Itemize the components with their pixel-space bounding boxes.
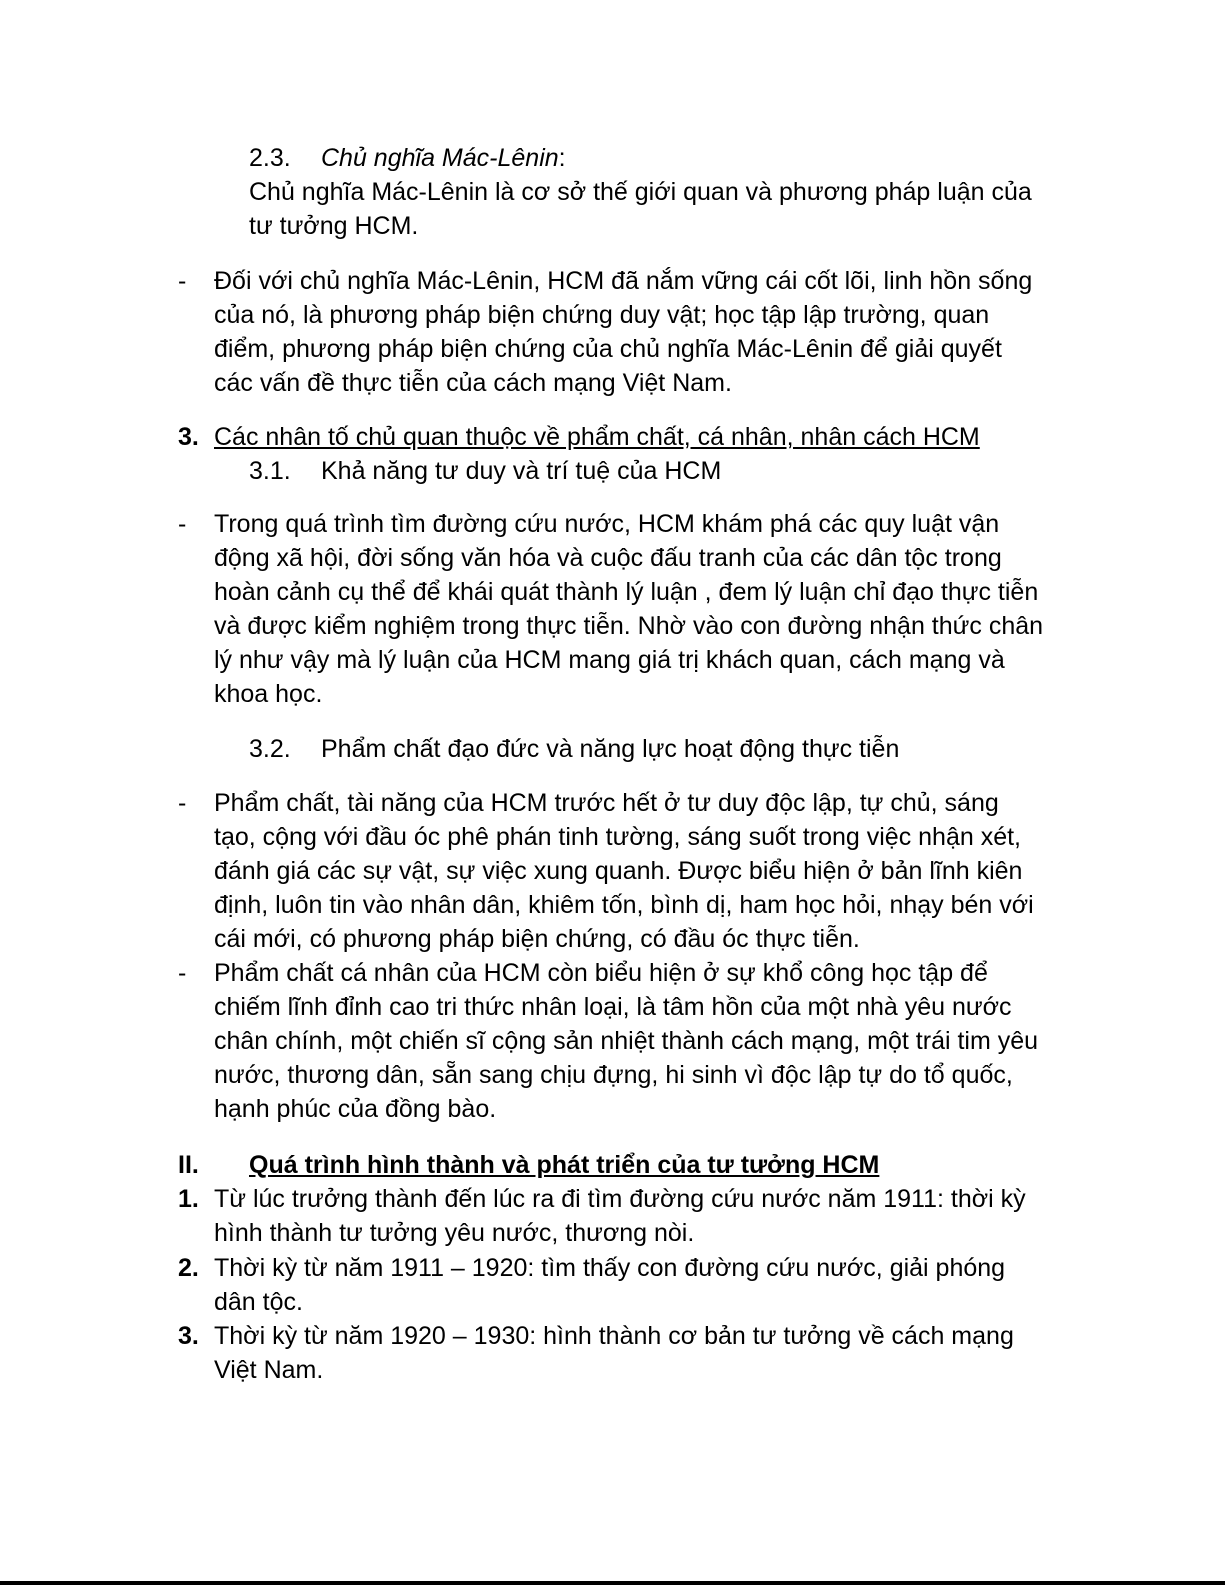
section-2-3-body-line: tư tưởng HCM. — [249, 212, 419, 240]
bullet-2-text — [214, 507, 1043, 711]
bullet-dash: - — [178, 789, 187, 817]
numbered-item-1-text — [214, 1182, 1026, 1250]
bullet-3-line: đánh giá các sự vật, sự việc xung quanh. Được biểu hiện ở bản lĩnh kiên — [214, 857, 1023, 885]
numbered-item-line: dân tộc. — [214, 1288, 303, 1316]
numbered-item-3-text — [214, 1319, 1014, 1387]
numbered-item-line: hình thành tư tưởng yêu nước, thương nòi. — [214, 1219, 695, 1247]
bullet-dash: - — [178, 510, 187, 538]
heading-II-title: Quá trình hình thành và phát triển của tư tưởng HCM — [249, 1151, 880, 1179]
bullet-3-line: cái mới, có phương pháp biện chứng, có đầu óc thực tiễn. — [214, 925, 860, 953]
heading-3-title: Các nhân tố chủ quan thuộc về phẩm chất, cá nhân, nhân cách HCM — [214, 423, 980, 451]
bullet-4-text — [214, 956, 1038, 1126]
numbered-item-line: Thời kỳ từ năm 1911 – 1920: tìm thấy con đường cứu nước, giải phóng — [214, 1254, 1006, 1282]
bullet-2-line: động xã hội, đời sống văn hóa và cuộc đấu tranh của các dân tộc trong — [214, 544, 1002, 572]
section-3-2-number: 3.2. — [249, 735, 291, 763]
bullet-1-line: của nó, là phương pháp biện chứng duy vật; học tập lập trường, quan — [214, 301, 990, 329]
bullet-2-line: khoa học. — [214, 680, 323, 708]
bullet-2-line: và được kiểm nghiệm trong thực tiễn. Nhờ vào con đường nhận thức chân — [214, 612, 1044, 640]
bullet-3-line: định, luôn tin vào nhân dân, khiêm tốn, bình dị, ham học hỏi, nhạy bén với — [214, 891, 1034, 919]
section-2-3-heading — [321, 141, 566, 175]
numbered-item-line: Việt Nam. — [214, 1356, 324, 1384]
bullet-3-text — [214, 786, 1034, 956]
section-3-2-title: Phẩm chất đạo đức và năng lực hoạt động thực tiễn — [321, 735, 900, 763]
heading-II-number: II. — [178, 1151, 199, 1179]
bullet-1-line: Đối với chủ nghĩa Mác-Lênin, HCM đã nắm vững cái cốt lõi, linh hồn sống — [214, 267, 1033, 295]
section-3-1-title: Khả năng tư duy và trí tuệ của HCM — [321, 457, 722, 485]
bullet-3-line: tạo, cộng với đầu óc phê phán tinh tường, sáng suốt trong việc nhận xét, — [214, 823, 1021, 851]
bullet-4-line: chân chính, một chiến sĩ cộng sản nhiệt thành cách mạng, một trái tim yêu — [214, 1027, 1039, 1055]
numbered-item-3-number: 3. — [178, 1322, 199, 1350]
section-2-3-number: 2.3. — [249, 144, 291, 172]
bullet-dash: - — [178, 959, 187, 987]
section-2-3-title: Chủ nghĩa Mác-Lênin — [321, 144, 559, 172]
bullet-3-line: Phẩm chất, tài năng của HCM trước hết ở tư duy độc lập, tự chủ, sáng — [214, 789, 999, 817]
bullet-4-line: Phẩm chất cá nhân của HCM còn biểu hiện ở sự khổ công học tập để — [214, 959, 988, 987]
numbered-item-2-text — [214, 1251, 1005, 1319]
bullet-1-text — [214, 264, 1032, 400]
section-2-3-body — [249, 175, 1032, 243]
bullet-1-line: điểm, phương pháp biện chứng của chủ nghĩa Mác-Lênin để giải quyết — [214, 335, 1002, 363]
numbered-item-1-number: 1. — [178, 1185, 199, 1213]
bullet-1-line: các vấn đề thực tiễn của cách mạng Việt Nam. — [214, 369, 732, 397]
section-3-1-number: 3.1. — [249, 457, 291, 485]
heading-3-number: 3. — [178, 423, 199, 451]
bullet-4-line: hạnh phúc của đồng bào. — [214, 1095, 497, 1123]
numbered-item-2-number: 2. — [178, 1254, 199, 1282]
numbered-item-line: Thời kỳ từ năm 1920 – 1930: hình thành cơ bản tư tưởng về cách mạng — [214, 1322, 1014, 1350]
page-bottom-edge — [0, 1581, 1225, 1585]
bullet-4-line: nước, thương dân, sẵn sang chịu đựng, hi sinh vì độc lập tự do tổ quốc, — [214, 1061, 1013, 1089]
numbered-item-line: Từ lúc trưởng thành đến lúc ra đi tìm đường cứu nước năm 1911: thời kỳ — [214, 1185, 1026, 1213]
bullet-2-line: Trong quá trình tìm đường cứu nước, HCM khám phá các quy luật vận — [214, 510, 1000, 538]
section-2-3-colon: : — [558, 144, 566, 172]
bullet-2-line: hoàn cảnh cụ thể để khái quát thành lý luận , đem lý luận chỉ đạo thực tiễn — [214, 578, 1039, 606]
section-2-3-body-line: Chủ nghĩa Mác-Lênin là cơ sở thế giới quan và phương pháp luận của — [249, 178, 1032, 206]
bullet-4-line: chiếm lĩnh đỉnh cao tri thức nhân loại, là tâm hồn của một nhà yêu nước — [214, 993, 1012, 1021]
bullet-2-line: lý như vậy mà lý luận của HCM mang giá trị khách quan, cách mạng và — [214, 646, 1005, 674]
bullet-dash: - — [178, 267, 187, 295]
